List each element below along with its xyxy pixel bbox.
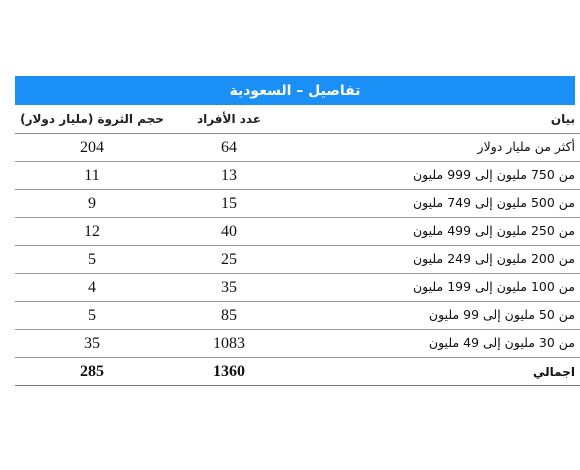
row-count: 85 — [169, 302, 289, 330]
header-count: عدد الأفراد — [169, 105, 289, 134]
row-wealth: 35 — [15, 330, 169, 358]
total-row — [15, 358, 580, 386]
table-row — [15, 246, 580, 274]
table-row — [15, 330, 580, 358]
wealth-table-panel — [15, 76, 575, 386]
total-label: اجمالي — [289, 358, 580, 386]
table-row — [15, 162, 580, 190]
total-wealth: 285 — [15, 358, 169, 386]
row-wealth: 12 — [15, 218, 169, 246]
row-wealth: 204 — [15, 134, 169, 162]
header-label: بيان — [289, 105, 580, 134]
table-row — [15, 190, 580, 218]
row-label: من 30 مليون إلى 49 مليون — [289, 330, 580, 358]
table-title-bar — [15, 76, 575, 105]
row-count: 64 — [169, 134, 289, 162]
table-row — [15, 274, 580, 302]
row-label: من 250 مليون إلى 499 مليون — [289, 218, 580, 246]
row-wealth: 11 — [15, 162, 169, 190]
row-label: أكثر من مليار دولار — [289, 134, 580, 162]
total-count: 1360 — [169, 358, 289, 386]
row-count: 40 — [169, 218, 289, 246]
row-label: من 750 مليون إلى 999 مليون — [289, 162, 580, 190]
table-row — [15, 302, 580, 330]
row-wealth: 5 — [15, 302, 169, 330]
row-wealth: 5 — [15, 246, 169, 274]
wealth-table — [15, 105, 580, 386]
row-count: 35 — [169, 274, 289, 302]
row-wealth: 9 — [15, 190, 169, 218]
table-header — [15, 105, 580, 134]
row-label: من 100 مليون إلى 199 مليون — [289, 274, 580, 302]
row-wealth: 4 — [15, 274, 169, 302]
row-count: 13 — [169, 162, 289, 190]
table-body — [15, 134, 580, 386]
table-title: تفاصيل – السعودية — [229, 82, 361, 99]
row-count: 15 — [169, 190, 289, 218]
row-label: من 50 مليون إلى 99 مليون — [289, 302, 580, 330]
row-label: من 500 مليون إلى 749 مليون — [289, 190, 580, 218]
header-row — [15, 105, 580, 134]
table-row — [15, 134, 580, 162]
row-count: 25 — [169, 246, 289, 274]
row-count: 1083 — [169, 330, 289, 358]
table-row — [15, 218, 580, 246]
header-wealth: حجم الثروة (مليار دولار) — [15, 105, 169, 134]
row-label: من 200 مليون إلى 249 مليون — [289, 246, 580, 274]
